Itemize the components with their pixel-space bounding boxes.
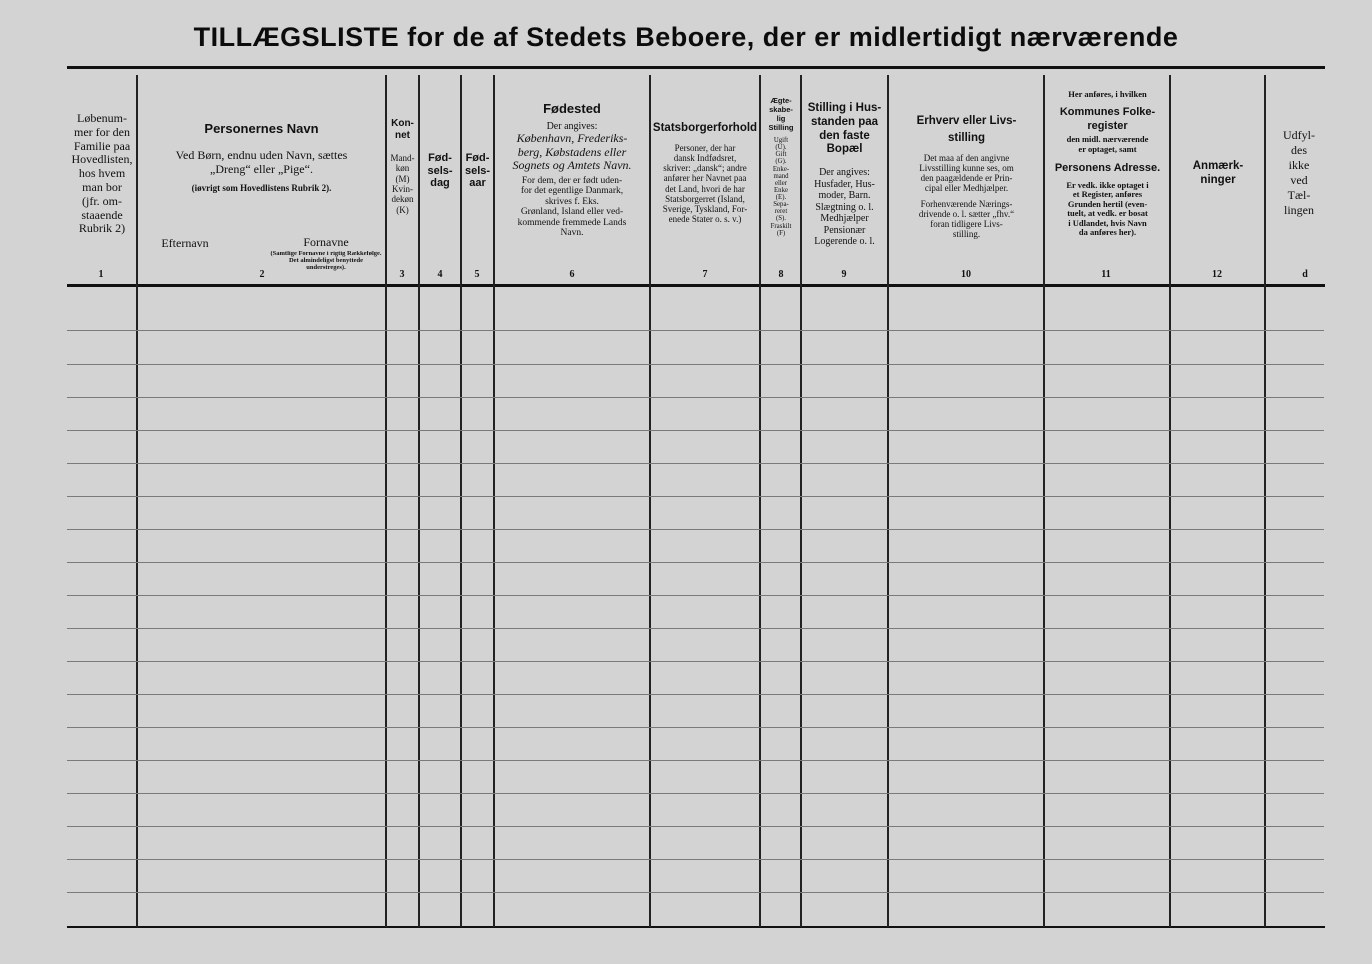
col-divider-10 [1043, 75, 1045, 927]
col11-text: Er vedk. ikke optaget i et Register, anføres Grunden hertil (even- tuelt, at vedk. er bosat i Udlandet, hvis Navn da anføres her). [1066, 179, 1149, 238]
top-rule [67, 66, 1325, 69]
col4-number: 4 [437, 269, 443, 280]
col11-number: 11 [1101, 269, 1111, 280]
col-divider-5 [493, 75, 495, 927]
col6-line2: København, Frederiks- berg, Købstadens eller Sognets og Amtets Navn. [512, 131, 632, 172]
col-divider-7 [759, 75, 761, 927]
col6-line3: For dem, der er født uden- for det egentlige Danmark, skrives f. Eks. Grønland, Island eller ved- kommende fremmede Lands Navn. [517, 176, 627, 239]
col12-number: 12 [1212, 269, 1222, 280]
col4-header: Fød- sels- dag [427, 152, 453, 190]
col10-text2: Forhenværende Nærings- drivende o. l. sætter „fhv.“ foran tidligere Livs- stilling. [918, 198, 1015, 239]
col6-heading: Fødested [543, 102, 601, 116]
col7-header [651, 122, 759, 224]
col6-line1: Der angives: [546, 120, 598, 132]
bottom-rule [67, 926, 1325, 928]
col2-surname-label: Efternavn [161, 237, 209, 250]
col-divider-4 [460, 75, 462, 927]
col7-heading: Statsborgerforhold [652, 122, 758, 134]
col8-text: Ugift (U). Gift (G). Enke- mand eller Enke (E). Sepa- reret (S). Fraskilt (F) [770, 137, 792, 237]
row-line [67, 694, 1324, 695]
col12-header: Anmærk- ninger [1192, 160, 1244, 186]
row-line [67, 397, 1324, 398]
col5-header: Fød- sels- aar [464, 152, 491, 190]
col9-number: 9 [841, 269, 847, 280]
col11-header [1046, 90, 1169, 238]
row-line [67, 529, 1324, 530]
row-line [67, 727, 1324, 728]
col10-heading: Erhverv eller Livs- stilling [916, 115, 1017, 144]
col8-number: 8 [778, 269, 784, 280]
col2-firstnames-label: Fornavne [303, 236, 349, 249]
col-divider-3 [418, 75, 420, 927]
row-line [67, 330, 1324, 331]
col6-header [496, 102, 648, 239]
row-line [67, 562, 1324, 563]
col11-pre: Her anføres, i hvilken [1068, 90, 1147, 99]
col5-number: 5 [474, 269, 480, 280]
row-line [67, 892, 1324, 893]
col3-text: Mand- køn (M) Kvin- dekøn (K) [390, 153, 415, 215]
row-line [67, 826, 1324, 827]
row-line [67, 760, 1324, 761]
col2-header [140, 122, 383, 193]
row-line [67, 595, 1324, 596]
header-bottom-rule [67, 284, 1325, 287]
col10-number: 10 [961, 269, 971, 280]
col3-heading: Kon- net [391, 118, 414, 141]
row-line [67, 463, 1324, 464]
col9-heading: Stilling i Hus- standen paa den faste Bopæl [807, 102, 882, 156]
row-line [67, 793, 1324, 794]
col10-header [890, 113, 1043, 239]
cold-number: d [1302, 269, 1308, 280]
col8-header [762, 96, 800, 237]
form-title: TILLÆGSLISTE for de af Stedets Beboere, der er midlertidigt nærværende [193, 22, 1179, 52]
col2-firstnames-note: (Samtlige Fornavne i rigtig Rækkefølge. Det almindeligst benyttede understreges). [270, 251, 382, 271]
col-divider-9 [887, 75, 889, 927]
row-line [67, 430, 1324, 431]
col11-heading: Kommunes Folke- register [1059, 105, 1156, 132]
col2-note: (iøvrigt som Hovedlistens Rubrik 2). [191, 182, 332, 193]
row-line [67, 496, 1324, 497]
col2-line2: „Dreng“ eller „Pige“. [210, 161, 313, 176]
col-divider-12 [1264, 75, 1266, 927]
col2-number: 2 [259, 269, 265, 280]
row-line [67, 364, 1324, 365]
col9-header [802, 102, 887, 248]
col2-heading: Personernes Navn [204, 122, 319, 136]
col7-number: 7 [702, 269, 708, 280]
col8-heading: Ægte- skabe- lig Stilling [768, 96, 794, 132]
col11-heading2: Personens Adresse. [1054, 161, 1161, 174]
col1-number: 1 [98, 269, 104, 280]
cold-header: Udfyl- des ikke ved Tæl- lingen [1283, 128, 1315, 217]
col3-header [387, 118, 418, 215]
col2-line1: Ved Børn, endnu uden Navn, sættes [175, 147, 348, 162]
col11-mid: den midl. nærværende er optaget, samt [1066, 134, 1149, 154]
col6-number: 6 [569, 269, 575, 280]
col10-text1: Det maa af den angivne Livsstilling kunne ses, om den paagældende er Prin- cipal eller Medhjælper. [919, 153, 1014, 194]
row-line [67, 859, 1324, 860]
col-divider-11 [1169, 75, 1171, 927]
col1-header: Løbenum- mer for den Familie paa Hovedlisten, hos hvem man bor (jfr. om- staaende Rubrik 2) [71, 112, 133, 236]
row-line [67, 661, 1324, 662]
col3-number: 3 [399, 269, 405, 280]
col9-text: Der angives: Husfader, Hus- moder, Barn. Slægtning o. l. Medhjælper Pensionær Logerende o. l. [814, 167, 875, 248]
row-line [67, 628, 1324, 629]
col7-text: Personer, der har dansk Indfødsret, skriver: „dansk“; andre anfører her Navnet paa det Land, hvori de har Statsborgerret (Island, Sverige, Tyskland, For- enede Stater o. s. v.) [662, 143, 748, 224]
